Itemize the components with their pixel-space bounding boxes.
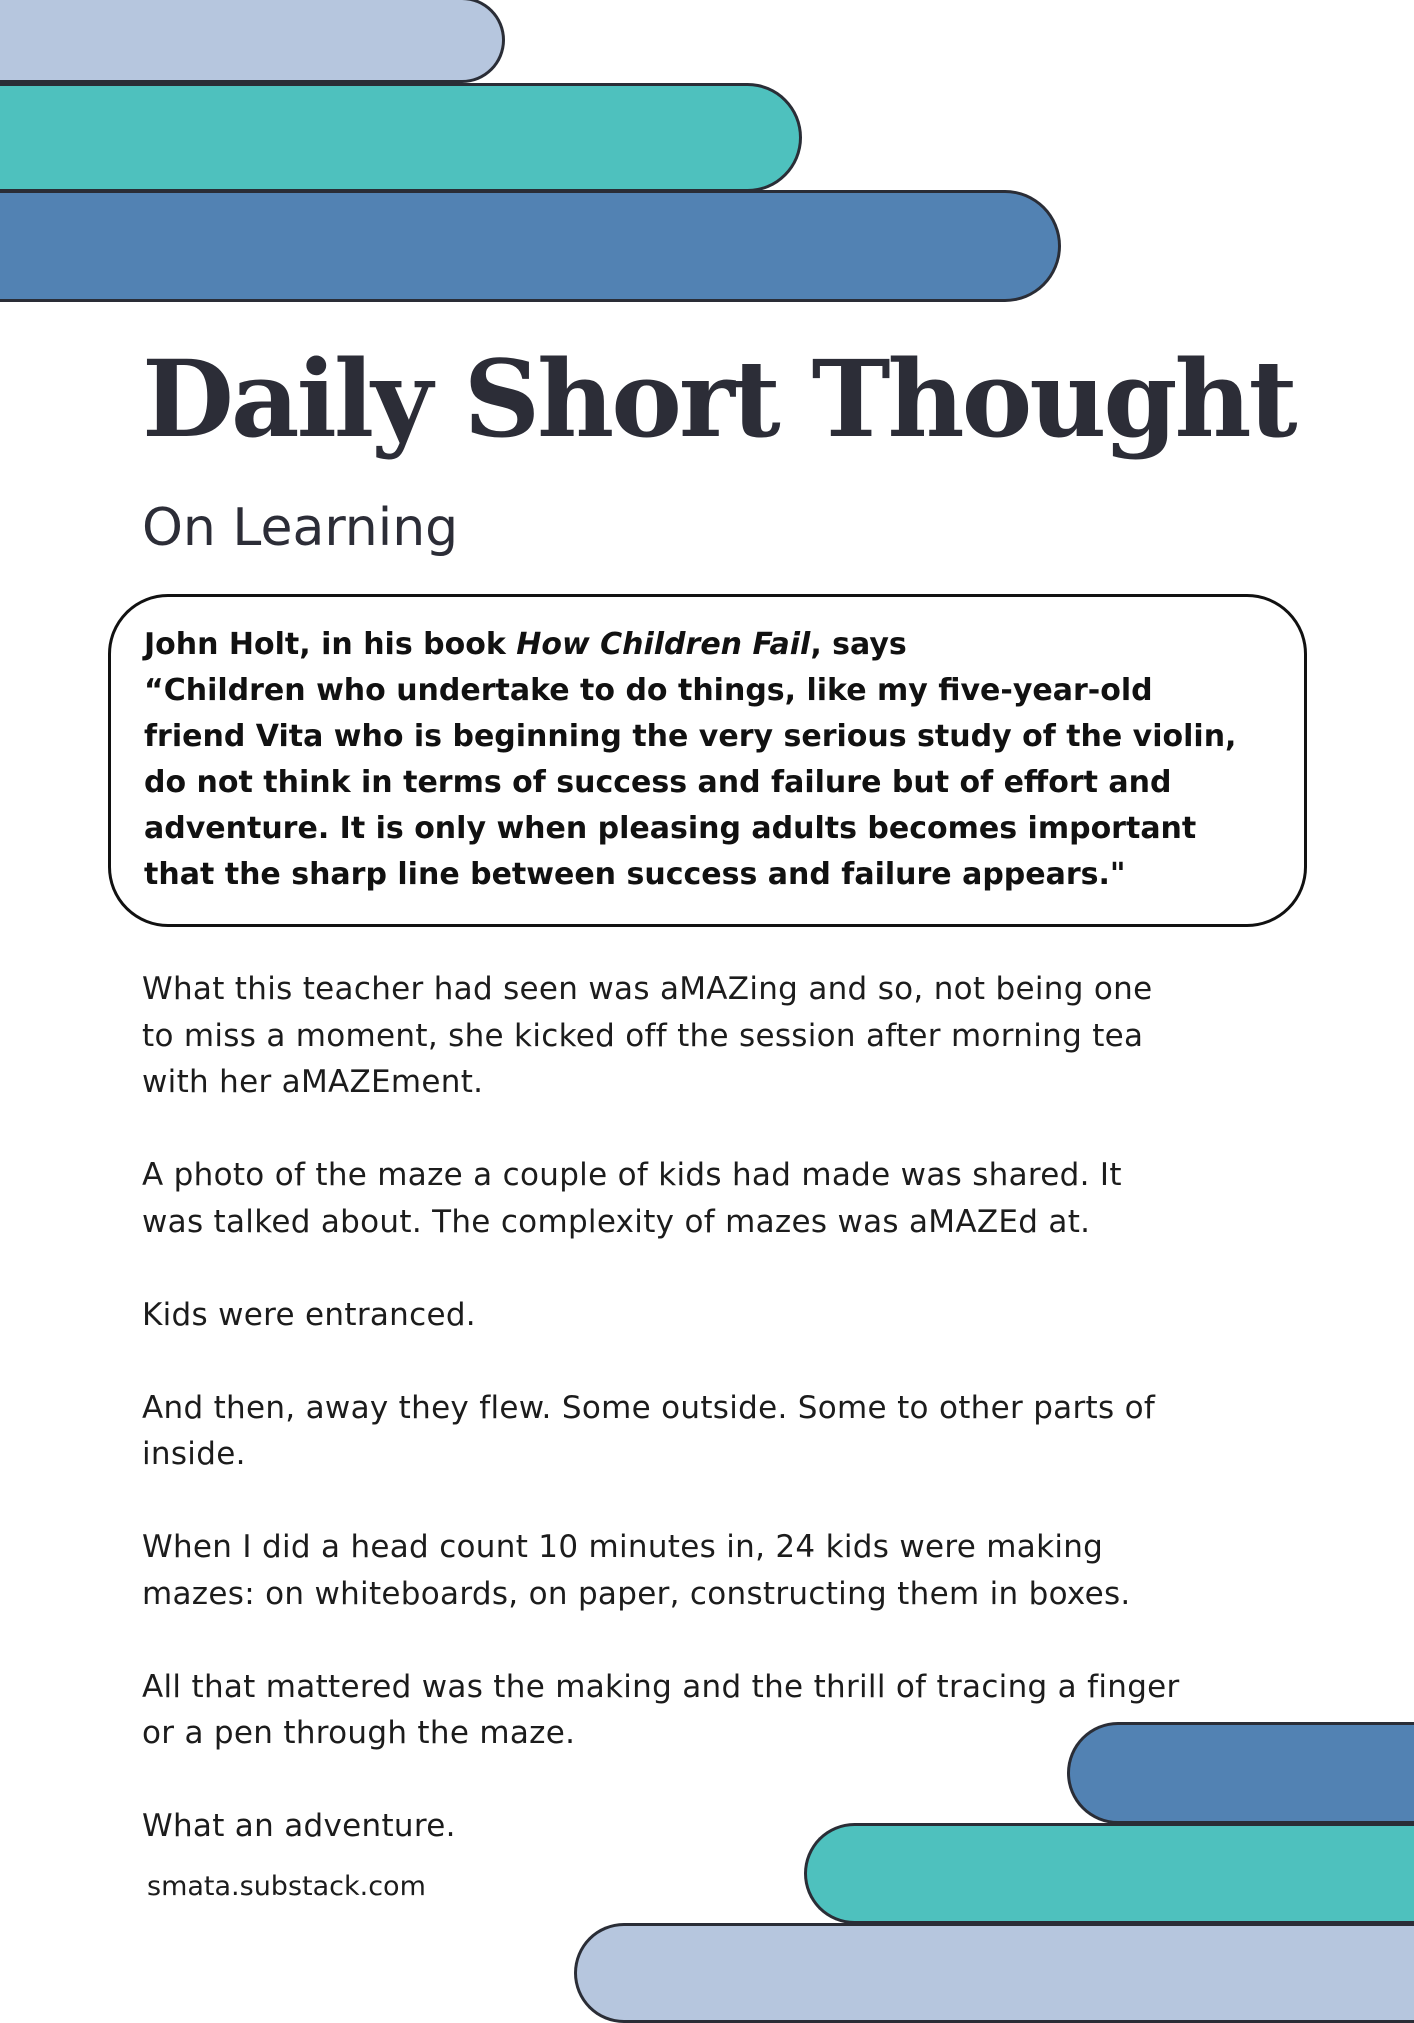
page-subtitle: On Learning	[142, 498, 459, 558]
body-line: All that mattered was the making and the thrill of tracing a finger	[142, 1668, 1180, 1705]
body-paragraph	[142, 1152, 1322, 1245]
body-line: or a pen through the maze.	[142, 1715, 576, 1751]
body-line: What this teacher had seen was aMAZing and so, not being one	[142, 971, 1153, 1007]
quote-line: friend Vita who is beginning the very serious study of the violin,	[144, 719, 1237, 754]
page-title: Daily Short Thought	[142, 336, 1295, 461]
book-title: How Children Fail	[516, 627, 811, 662]
body-line: mazes: on whiteboards, on paper, constructing them in boxes.	[142, 1575, 1131, 1612]
body-line: And then, away they flew. Some outside. Some to other parts of	[142, 1389, 1156, 1426]
body-line: What an adventure.	[142, 1808, 456, 1844]
body-paragraph	[142, 1385, 1322, 1478]
body-line: A photo of the maze a couple of kids had made was shared. It	[142, 1157, 1122, 1193]
decorative-bar-bottom-teal	[804, 1823, 1414, 1924]
quote-line: that the sharp line between success and failure appears."	[144, 857, 1126, 892]
decorative-bar-top-light-blue	[0, 0, 505, 83]
body-line: with her aMAZEment.	[142, 1064, 484, 1100]
quote-line: adventure. It is only when pleasing adults becomes important	[144, 811, 1197, 846]
quote-line: “Children who undertake to do things, like my five-year-old	[144, 673, 1153, 708]
decorative-bar-bottom-light-blue	[574, 1923, 1414, 2023]
body-paragraph	[142, 1292, 1322, 1339]
body-line: When I did a head count 10 minutes in, 24 kids were making	[142, 1529, 1104, 1565]
quote-line: do not think in terms of success and failure but of effort and	[144, 765, 1172, 800]
quote-box	[108, 594, 1307, 927]
body-line: was talked about. The complexity of mazes was aMAZEd at.	[142, 1203, 1091, 1240]
footer-url: smata.substack.com	[147, 1871, 426, 1902]
body-paragraph	[142, 1524, 1322, 1617]
decorative-bar-top-teal	[0, 83, 802, 192]
decorative-bar-bottom-steel-blue	[1067, 1722, 1414, 1824]
body-paragraph	[142, 966, 1322, 1106]
decorative-bar-top-steel-blue	[0, 190, 1061, 302]
body-line: Kids were entranced.	[142, 1296, 476, 1333]
body-line: inside.	[142, 1436, 246, 1472]
quote-attribution: John Holt, in his book How Children Fail, says	[144, 627, 907, 662]
body-line: to miss a moment, she kicked off the session after morning tea	[142, 1017, 1144, 1054]
